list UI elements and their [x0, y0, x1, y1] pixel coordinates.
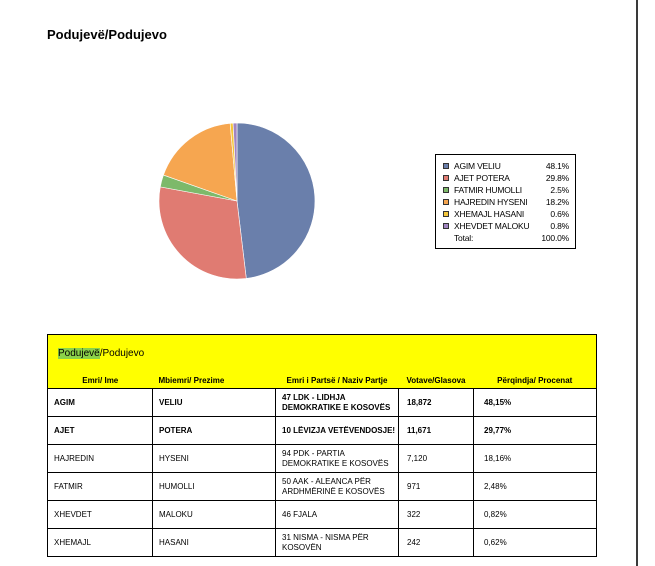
cell-last-name: MALOKU	[153, 501, 276, 529]
legend-total-value: 100.0%	[541, 233, 569, 243]
legend-swatch-ajet-potera	[443, 175, 449, 181]
cell-last-name: HUMOLLI	[153, 473, 276, 501]
legend-entry	[443, 185, 569, 196]
table-row	[48, 529, 597, 557]
cell-first-name: HAJREDIN	[48, 445, 153, 473]
cell-first-name: FATMIR	[48, 473, 153, 501]
cell-percent: 29,77%	[474, 417, 597, 445]
cell-votes: 11,671	[399, 417, 474, 445]
legend-value: 29.8%	[545, 173, 569, 183]
page-title: Podujevë/Podujevo	[47, 27, 167, 42]
cell-last-name: HYSENI	[153, 445, 276, 473]
header-percent: Përqindja/ Procenat	[474, 373, 597, 389]
legend-swatch-fatmir-humolli	[443, 187, 449, 193]
cell-party: 50 AAK - ALEANCA PËR ARDHMËRINË E KOSOVËS	[276, 473, 399, 501]
legend-label: AGIM VELIU	[454, 161, 501, 171]
cell-percent: 2,48%	[474, 473, 597, 501]
legend-label: XHEMAJL HASANI	[454, 209, 525, 219]
legend-entry	[443, 197, 569, 208]
cell-percent: 48,15%	[474, 389, 597, 417]
table-row	[48, 389, 597, 417]
cell-party: 94 PDK - PARTIA DEMOKRATIKE E KOSOVËS	[276, 445, 399, 473]
header-votes: Votave/Glasova	[399, 373, 474, 389]
table-title-row	[48, 335, 597, 374]
legend-swatch-xhevdet-maloku	[443, 223, 449, 229]
legend-total-label: Total:	[454, 233, 474, 243]
header-party: Emri i Partsë / Naziv Partje	[276, 373, 399, 389]
table-title-rest: /Podujevo	[99, 348, 145, 359]
legend-value: 48.1%	[545, 161, 569, 171]
cell-first-name: XHEVDET	[48, 501, 153, 529]
legend-total	[443, 233, 569, 244]
chart-legend	[435, 154, 576, 249]
legend-value: 2.5%	[550, 185, 569, 195]
cell-percent: 0,82%	[474, 501, 597, 529]
table-title-highlight: Podujevë	[58, 348, 100, 359]
legend-value: 18.2%	[545, 197, 569, 207]
table-header-row	[48, 373, 597, 389]
table-title	[48, 335, 597, 374]
page-edge-line	[636, 0, 638, 566]
legend-value: 0.6%	[550, 209, 569, 219]
pie-chart	[155, 118, 320, 288]
cell-last-name: VELIU	[153, 389, 276, 417]
cell-votes: 242	[399, 529, 474, 557]
cell-votes: 18,872	[399, 389, 474, 417]
table-row	[48, 473, 597, 501]
header-last-name: Mbiemri/ Prezime	[153, 373, 276, 389]
cell-party: 10 LËVIZJA VETËVENDOSJE!	[276, 417, 399, 445]
legend-entry	[443, 161, 569, 172]
cell-last-name: POTERA	[153, 417, 276, 445]
legend-entry	[443, 221, 569, 232]
table-row	[48, 417, 597, 445]
table-row	[48, 501, 597, 529]
legend-swatch-agim-veliu	[443, 163, 449, 169]
legend-label: HAJREDIN HYSENI	[454, 197, 528, 207]
cell-first-name: AJET	[48, 417, 153, 445]
cell-percent: 18,16%	[474, 445, 597, 473]
legend-swatch-hajredin-hyseni	[443, 199, 449, 205]
cell-party: 47 LDK - LIDHJA DEMOKRATIKE E KOSOVËS	[276, 389, 399, 417]
cell-votes: 7,120	[399, 445, 474, 473]
pie-slice-agim-veliu	[237, 123, 315, 278]
pie-slice-ajet-potera	[159, 187, 246, 279]
legend-entry	[443, 173, 569, 184]
legend-value: 0.8%	[550, 221, 569, 231]
legend-label: XHEVDET MALOKU	[454, 221, 530, 231]
cell-party: 31 NISMA - NISMA PËR KOSOVËN	[276, 529, 399, 557]
legend-swatch-xhemajl-hasani	[443, 211, 449, 217]
cell-percent: 0,62%	[474, 529, 597, 557]
cell-last-name: HASANI	[153, 529, 276, 557]
cell-first-name: AGIM	[48, 389, 153, 417]
legend-entry	[443, 209, 569, 220]
legend-label: FATMIR HUMOLLI	[454, 185, 522, 195]
legend-label: AJET POTERA	[454, 173, 510, 183]
cell-party: 46 FJALA	[276, 501, 399, 529]
cell-votes: 971	[399, 473, 474, 501]
table-row	[48, 445, 597, 473]
header-first-name: Emri/ Ime	[48, 373, 153, 389]
cell-votes: 322	[399, 501, 474, 529]
cell-first-name: XHEMAJL	[48, 529, 153, 557]
results-table	[47, 334, 597, 557]
